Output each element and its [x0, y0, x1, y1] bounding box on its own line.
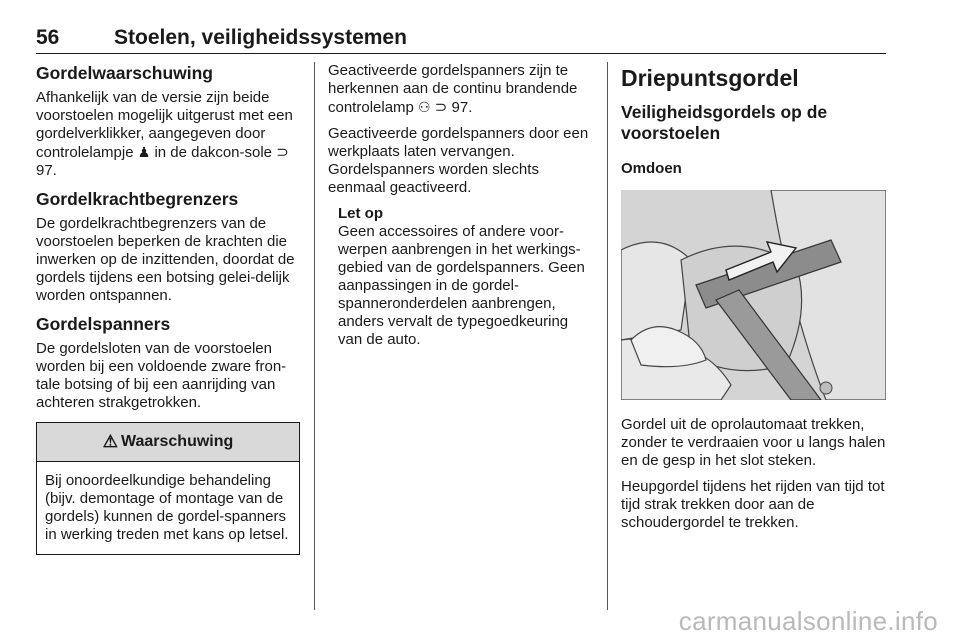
- paragraph-vervangen: Geactiveerde gordelspanners door een werkplaats laten vervangen. Gordelspanners worden slechts eenmaal geactiveerd.: [328, 125, 589, 196]
- column-right: [621, 62, 887, 540]
- paragraph-geactiveerd: Geactiveerde gordelspanners zijn te herkennen aan de continu brandende controlelamp ⚇ ⊃ 97.: [328, 62, 578, 116]
- seatbelt-reminder-icon: ♟: [137, 144, 151, 160]
- warning-triangle-icon: ⚠: [102, 432, 118, 451]
- paragraph-omdoen-1: Gordel uit de oprolautomaat trekken, zonder te verdraaien voor u langs halen en de gesp in het slot steken.: [621, 416, 886, 469]
- page-title: Stoelen, veiligheidssystemen: [114, 26, 407, 49]
- page-number: 56: [36, 26, 60, 49]
- paragraph-gordelwaarschuwing: Afhankelijk van de versie zijn beide voorstoelen mogelijk uitgerust met een gordelverklikker, aangegeven door controlelampje ♟ in de dakcon-sole ⊃ 97.: [36, 89, 293, 179]
- column-divider-1: [314, 62, 315, 610]
- paragraph-omdoen-2: Heupgordel tijdens het rijden van tijd tot tijd strak trekken door aan de schoudergordel te trekken.: [621, 478, 885, 531]
- heading-driepuntsgordel: Driepuntsgordel: [621, 65, 799, 91]
- warning-text: Bij onoordeelkundige behandeling (bijv. demontage of montage van de gordels) kunnen de gordel-spanners in werking treden met kans op letsel.: [45, 472, 289, 543]
- note-box: [338, 205, 592, 349]
- heading-gordelspanners: Gordelspanners: [36, 314, 171, 334]
- note-title: Let op: [338, 205, 383, 222]
- heading-krachtbegrenzers: Gordelkrachtbegrenzers: [36, 189, 239, 209]
- heading-voorstoelen: Veiligheidsgordels op de voorstoelen: [621, 102, 828, 143]
- belt-tensioner-warning-icon: ⚇: [418, 99, 431, 115]
- column-divider-2: [607, 62, 608, 610]
- heading-omdoen: Omdoen: [621, 160, 682, 177]
- watermark: carmanualsonline.info: [678, 606, 938, 636]
- warning-title: Waarschuwing: [120, 433, 234, 450]
- paragraph-gordelspanners: De gordelsloten van de voorstoelen worden bij een voldoende zware fron-tale botsing of bij een aanrijding van achteren strakgetrokken.: [36, 340, 287, 411]
- warning-box: [36, 422, 300, 555]
- seatbelt-illustration: [621, 190, 886, 400]
- paragraph-krachtbegrenzers: De gordelkrachtbegrenzers van de voorstoelen beperken de krachten die inwerken op de inzittenden, doordat de gordels tijdens een botsing gelei-delijk worden ontspannen.: [36, 215, 295, 304]
- note-text: Geen accessoires of andere voor-werpen aanbrengen in het werkings-gebied van de gordelspanners. Geen aanpassingen in de gordel-spanneronderdelen aanbrengen, anders vervalt de typegoedkeuring van de auto.: [338, 223, 585, 348]
- page-header: [36, 26, 886, 50]
- warning-header: [37, 423, 299, 462]
- page-reference-icon: ⊃: [434, 99, 448, 116]
- column-left: [36, 62, 302, 555]
- column-middle: [328, 62, 592, 357]
- header-divider: [36, 53, 886, 54]
- page-reference-icon: ⊃: [276, 144, 289, 161]
- heading-gordelwaarschuwing: Gordelwaarschuwing: [36, 63, 213, 83]
